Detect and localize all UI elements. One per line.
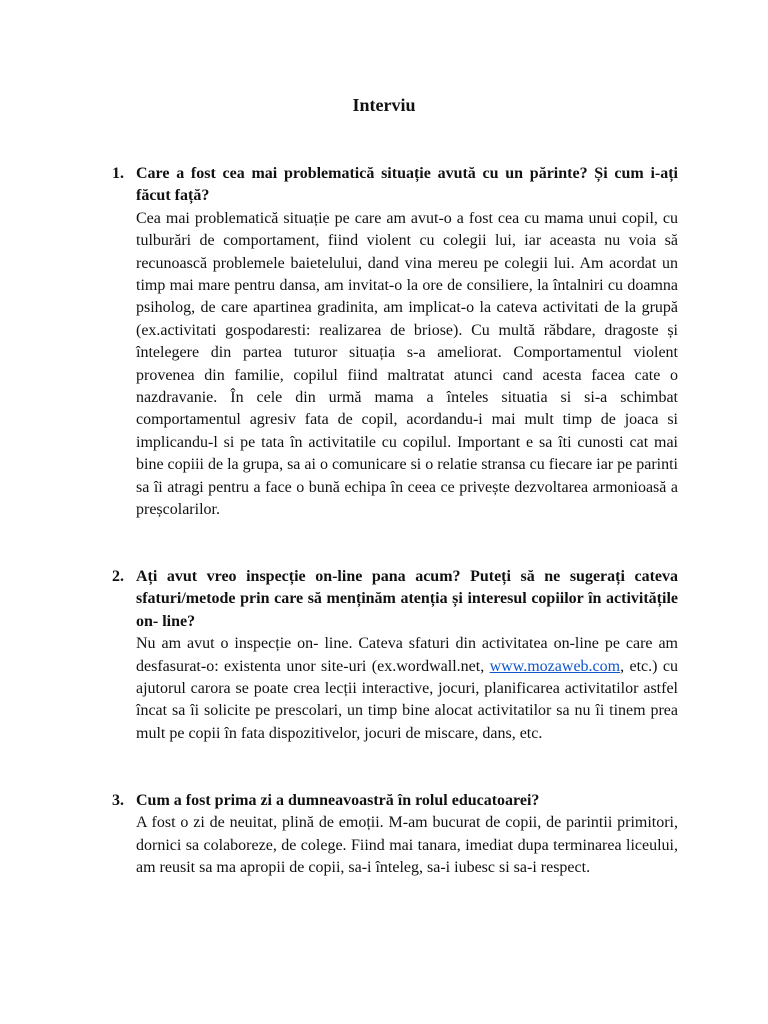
question-text: Cum a fost prima zi a dumneavoastră în rolul educatoarei? [136,792,540,809]
question-number: 1. [112,165,124,182]
question-text: Care a fost cea mai problematică situație avută cu un părinte? Și cum i-ați făcut față? [136,165,678,205]
question-text: Ați avut vreo inspecție on-line pana acum? Puteți să ne sugerați cateva sfaturi/metode prin care să menținăm atenția și interesul copiilor în activitățile on- line? [136,568,678,630]
question-block-2 [112,566,678,745]
answer-text [136,633,678,745]
question-block-1 [112,163,678,522]
question-block-3 [112,790,678,880]
question-number: 3. [112,792,124,809]
answer-text: Cea mai problematică situație pe care am avut-o a fost cea cu mama unui copil, cu tulburări de comportament, fiind violent cu colegii lui, iar aceasta nu voia să recunoască problemele baietelului, dand vina mereu pe colegii lui. Am acordat un timp mai mare pentru dansa, am invitat-o la ore de consiliere, la întalniri cu doamna psiholog, de care apartinea gradinita, am implicat-o la cateva activitati de la grupă (ex.activitati gospodaresti: realizarea de briose). Cu multă răbdare, dragoste și întelegere din partea tuturor situația s-a ameliorat. Comportamentul violent provenea din familie, copilul fiind maltratat atunci cand acesta facea cate o nazdravanie. În cele din urmă mama a înteles situatia si si-a schimbat comportamentul agresiv fata de copil, acordandu-i mai mult timp de joaca si implicandu-l si pe tata în activitatile cu copilul. Important e sa îti cunosti cat mai bine copiii de la grupa, sa ai o comunicare si o relatie stransa cu fiecare iar pe parinti sa îi atragi pentru a face o bună echipa în ceea ce privește dezvoltarea armonioasă a preșcolarilor. [136,209,678,519]
answer-text: A fost o zi de neuitat, plină de emoții. M-am bucurat de copii, de parintii primitori, dornici sa colaboreze, de colege. Fiind mai tanara, imediat dupa terminarea liceului, am reusit sa ma apropii de copii, sa-i înteleg, sa-i iubesc si sa-i respect. [136,814,678,877]
document-title: Interviu [352,95,416,115]
answer-text-part: , etc.) cu ajutorul carora se poate crea lecții interactive, jocuri, planificarea activitatilor astfel încat sa îi solicite pe prescolari, un timp bine alocat activitatilor sa nu îi tinem prea mult pe copii în fata dispozitivelor, jocuri de miscare, dans, etc. [136,657,678,742]
question-number: 2. [112,568,124,585]
answer-text-part: Nu am avut o inspecție on- line. Cateva sfaturi din activitatea on-line pe care am desfasurat-o: existenta unor site-uri (ex.wordwall.net, [136,635,678,675]
mozaweb-link[interactable]: www.mozaweb.com [489,657,621,675]
